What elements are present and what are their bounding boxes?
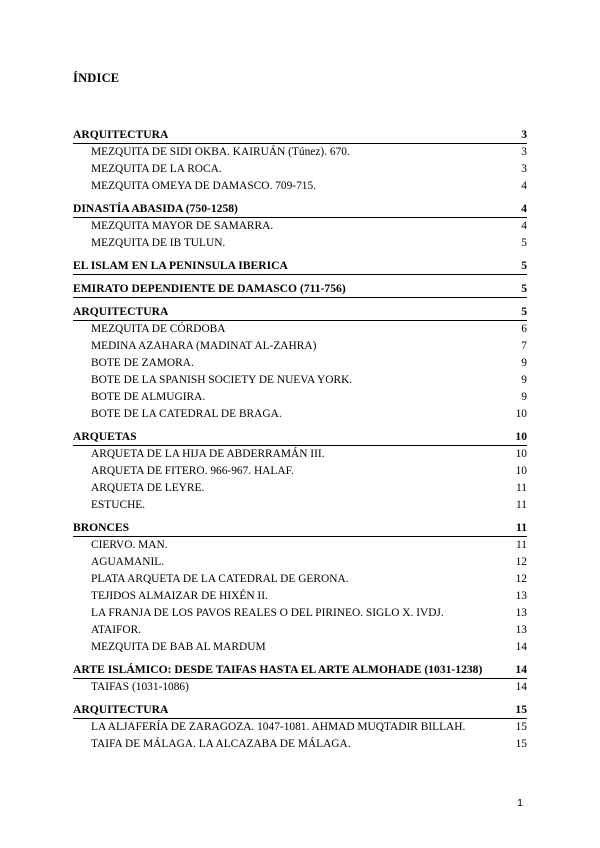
- toc-entry-label: ARTE ISLÁMICO: DESDE TAIFAS HASTA EL ARTE ALMOHADE (1031-1238): [73, 663, 483, 676]
- toc-entry-page: 5: [521, 259, 527, 272]
- toc-section-heading[interactable]: [73, 126, 527, 144]
- toc-entry[interactable]: [73, 736, 527, 753]
- toc-section-heading[interactable]: [73, 200, 527, 218]
- toc-entry-page: 15: [515, 738, 527, 750]
- toc-entry-label: DINASTÍA ABASIDA (750-1258): [73, 202, 238, 215]
- toc-entry-label: PLATA ARQUETA DE LA CATEDRAL DE GERONA.: [91, 573, 349, 585]
- toc-entry[interactable]: [73, 554, 527, 571]
- toc-entry[interactable]: [73, 446, 527, 463]
- toc-entry-label: LA FRANJA DE LOS PAVOS REALES O DEL PIRINEO. SIGLO X. IVDJ.: [91, 607, 444, 619]
- toc-entry-label: ATAIFOR.: [91, 624, 142, 636]
- toc-entry-page: 12: [515, 573, 527, 585]
- toc-entry[interactable]: [73, 588, 527, 605]
- toc-entry-label: BRONCES: [73, 521, 130, 534]
- toc-entry-label: TAIFAS (1031-1086): [91, 681, 189, 693]
- toc-entry-page: 10: [515, 465, 527, 477]
- toc-entry-page: 5: [521, 282, 527, 295]
- toc-entry-page: 3: [521, 146, 527, 158]
- toc-entry-page: 10: [515, 448, 527, 460]
- toc-entry-page: 11: [516, 521, 527, 534]
- toc-entry[interactable]: [73, 218, 527, 235]
- toc-entry[interactable]: [73, 679, 527, 696]
- toc-entry-page: 14: [515, 681, 527, 693]
- toc-entry-label: EL ISLAM EN LA PENINSULA IBERICA: [73, 259, 288, 272]
- toc-entry-page: 14: [515, 641, 527, 653]
- toc-entry[interactable]: [73, 389, 527, 406]
- table-of-contents: [73, 126, 527, 753]
- toc-section-heading[interactable]: [73, 280, 527, 298]
- toc-entry-page: 13: [515, 624, 527, 636]
- toc-entry-page: 13: [515, 590, 527, 602]
- toc-entry-page: 10: [515, 430, 527, 443]
- toc-entry-page: 4: [521, 220, 527, 232]
- toc-entry-label: ARQUETA DE LA HIJA DE ABDERRAMÁN III.: [91, 448, 325, 460]
- toc-entry-label: BOTE DE ALMUGIRA.: [91, 391, 206, 403]
- toc-entry-label: ARQUITECTURA: [73, 703, 169, 716]
- toc-entry-label: TAIFA DE MÁLAGA. LA ALCAZABA DE MÁLAGA.: [91, 738, 351, 750]
- toc-entry[interactable]: [73, 480, 527, 497]
- toc-entry-label: EMIRATO DEPENDIENTE DE DAMASCO (711-756): [73, 282, 346, 295]
- toc-entry[interactable]: [73, 235, 527, 252]
- toc-entry[interactable]: [73, 406, 527, 423]
- toc-entry[interactable]: [73, 497, 527, 514]
- toc-entry-page: 4: [521, 202, 527, 215]
- toc-entry-page: 15: [515, 703, 527, 716]
- toc-section-heading[interactable]: [73, 257, 527, 275]
- toc-entry-page: 4: [521, 180, 527, 192]
- toc-entry-label: TEJIDOS ALMAIZAR DE HIXÉN II.: [91, 590, 268, 602]
- toc-entry[interactable]: [73, 372, 527, 389]
- toc-entry-label: MEZQUITA DE CÓRDOBA: [91, 323, 226, 335]
- toc-entry-page: 3: [521, 128, 527, 141]
- toc-section-heading[interactable]: [73, 661, 527, 679]
- toc-entry[interactable]: [73, 463, 527, 480]
- toc-entry-page: 12: [515, 556, 527, 568]
- toc-entry-label: AGUAMANIL.: [91, 556, 165, 568]
- toc-entry-label: ESTUCHE.: [91, 499, 146, 511]
- toc-entry-page: 11: [516, 539, 527, 551]
- toc-entry-label: MEZQUITA DE LA ROCA.: [91, 163, 222, 175]
- toc-entry-label: ARQUETAS: [73, 430, 137, 443]
- toc-entry-label: MEZQUITA MAYOR DE SAMARRA.: [91, 220, 274, 232]
- toc-section-heading[interactable]: [73, 701, 527, 719]
- toc-entry-page: 5: [521, 237, 527, 249]
- toc-entry-label: ARQUETA DE LEYRE.: [91, 482, 205, 494]
- toc-entry-label: BOTE DE LA CATEDRAL DE BRAGA.: [91, 408, 282, 420]
- toc-entry[interactable]: [73, 571, 527, 588]
- toc-entry-page: 6: [521, 323, 527, 335]
- toc-entry-label: MEZQUITA DE BAB AL MARDUM: [91, 641, 266, 653]
- toc-section-heading[interactable]: [73, 519, 527, 537]
- toc-entry-page: 14: [515, 663, 527, 676]
- toc-entry-page: 10: [515, 408, 527, 420]
- toc-entry[interactable]: [73, 178, 527, 195]
- toc-entry-page: 9: [521, 357, 527, 369]
- page-title: ÍNDICE: [73, 71, 120, 85]
- toc-entry-label: MEZQUITA DE SIDI OKBA. KAIRUÁN (Túnez). 670.: [91, 146, 350, 158]
- toc-entry-label: BOTE DE LA SPANISH SOCIETY DE NUEVA YORK.: [91, 374, 353, 386]
- toc-entry-label: BOTE DE ZAMORA.: [91, 357, 194, 369]
- toc-entry-page: 9: [521, 374, 527, 386]
- toc-entry-label: ARQUETA DE FITERO. 966-967. HALAF.: [91, 465, 294, 477]
- toc-entry[interactable]: [73, 321, 527, 338]
- toc-entry-page: 9: [521, 391, 527, 403]
- toc-entry-page: 15: [515, 721, 527, 733]
- toc-entry-label: LA ALJAFERÍA DE ZARAGOZA. 1047-1081. AHMAD MUQTADIR BILLAH.: [91, 721, 466, 733]
- toc-entry-page: 7: [521, 340, 527, 352]
- toc-entry[interactable]: [73, 537, 527, 554]
- toc-entry[interactable]: [73, 161, 527, 178]
- toc-entry[interactable]: [73, 622, 527, 639]
- toc-entry-page: 11: [516, 499, 527, 511]
- toc-entry-label: CIERVO. MAN.: [91, 539, 168, 551]
- toc-entry-page: 13: [515, 607, 527, 619]
- toc-section-heading[interactable]: [73, 428, 527, 446]
- toc-entry[interactable]: [73, 605, 527, 622]
- toc-entry[interactable]: [73, 144, 527, 161]
- toc-entry-label: MEZQUITA OMEYA DE DAMASCO. 709-715.: [91, 180, 317, 192]
- toc-entry-page: 11: [516, 482, 527, 494]
- toc-entry[interactable]: [73, 639, 527, 656]
- toc-entry-label: MEDINA AZAHARA (MADINAT AL-ZAHRA): [91, 340, 317, 352]
- toc-entry-page: 3: [521, 163, 527, 175]
- toc-entry[interactable]: [73, 719, 527, 736]
- toc-entry[interactable]: [73, 355, 527, 372]
- toc-entry-label: ARQUITECTURA: [73, 128, 169, 141]
- toc-section-heading[interactable]: [73, 303, 527, 321]
- page-number: 1: [517, 797, 523, 809]
- toc-entry[interactable]: [73, 338, 527, 355]
- toc-entry-page: 5: [521, 305, 527, 318]
- toc-entry-label: MEZQUITA DE IB TULUN.: [91, 237, 226, 249]
- toc-entry-label: ARQUITECTURA: [73, 305, 169, 318]
